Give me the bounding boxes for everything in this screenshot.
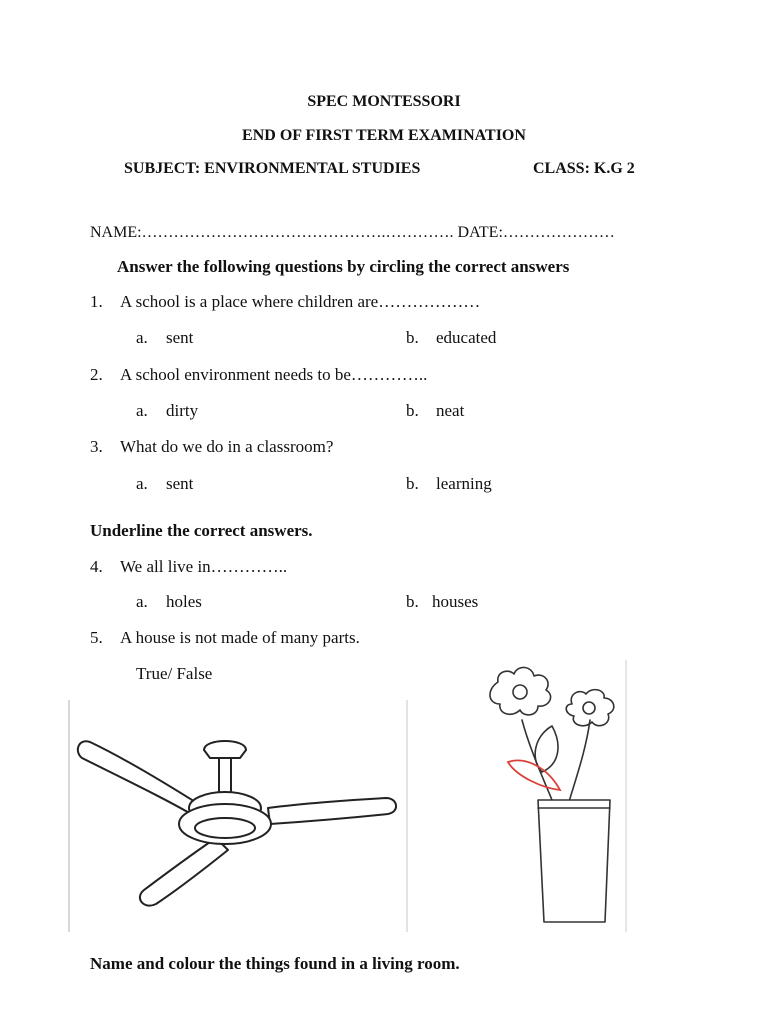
option-2a[interactable]: a. dirty xyxy=(136,401,199,420)
question-text: A school environment needs to be………….. xyxy=(120,365,428,384)
ceiling-fan-icon xyxy=(68,700,410,932)
question-1 xyxy=(90,292,480,312)
question-text: A house is not made of many parts. xyxy=(120,628,360,647)
question-text: We all live in………….. xyxy=(120,557,288,576)
question-2 xyxy=(90,365,427,385)
option-4a[interactable]: a. holes xyxy=(136,592,202,611)
true-false-choice[interactable]: True/ False xyxy=(136,664,213,683)
question-5 xyxy=(90,628,360,648)
question-text: What do we do in a classroom? xyxy=(120,437,334,456)
name-date-line: NAME:……………………………………….…………. DATE:………………… xyxy=(90,224,615,241)
section3-instruction: Name and colour the things found in a living room. xyxy=(90,954,460,973)
question-number: 4. xyxy=(90,557,103,576)
school-name: SPEC MONTESSORI xyxy=(307,93,461,110)
exam-title: END OF FIRST TERM EXAMINATION xyxy=(242,127,526,144)
question-text: A school is a place where children are……………… xyxy=(120,292,481,311)
option-3b[interactable]: b. learning xyxy=(406,474,492,493)
question-3 xyxy=(90,437,333,457)
question-4 xyxy=(90,557,287,577)
flower-vase-icon xyxy=(468,660,628,932)
option-4b[interactable]: b. houses xyxy=(406,592,479,611)
option-2b[interactable]: b. neat xyxy=(406,401,465,420)
subject-label: SUBJECT: ENVIRONMENTAL STUDIES xyxy=(124,160,421,177)
class-label: CLASS: K.G 2 xyxy=(533,160,635,177)
option-1b[interactable]: b. educated xyxy=(406,328,497,347)
question-number: 2. xyxy=(90,365,103,384)
question-number: 3. xyxy=(90,437,103,456)
option-3a[interactable]: a. sent xyxy=(136,474,194,493)
section2-instruction: Underline the correct answers. xyxy=(90,521,313,540)
section1-instruction: Answer the following questions by circling the correct answers xyxy=(117,257,570,276)
option-1a[interactable]: a. sent xyxy=(136,328,194,347)
question-number: 1. xyxy=(90,292,103,311)
question-number: 5. xyxy=(90,628,103,647)
